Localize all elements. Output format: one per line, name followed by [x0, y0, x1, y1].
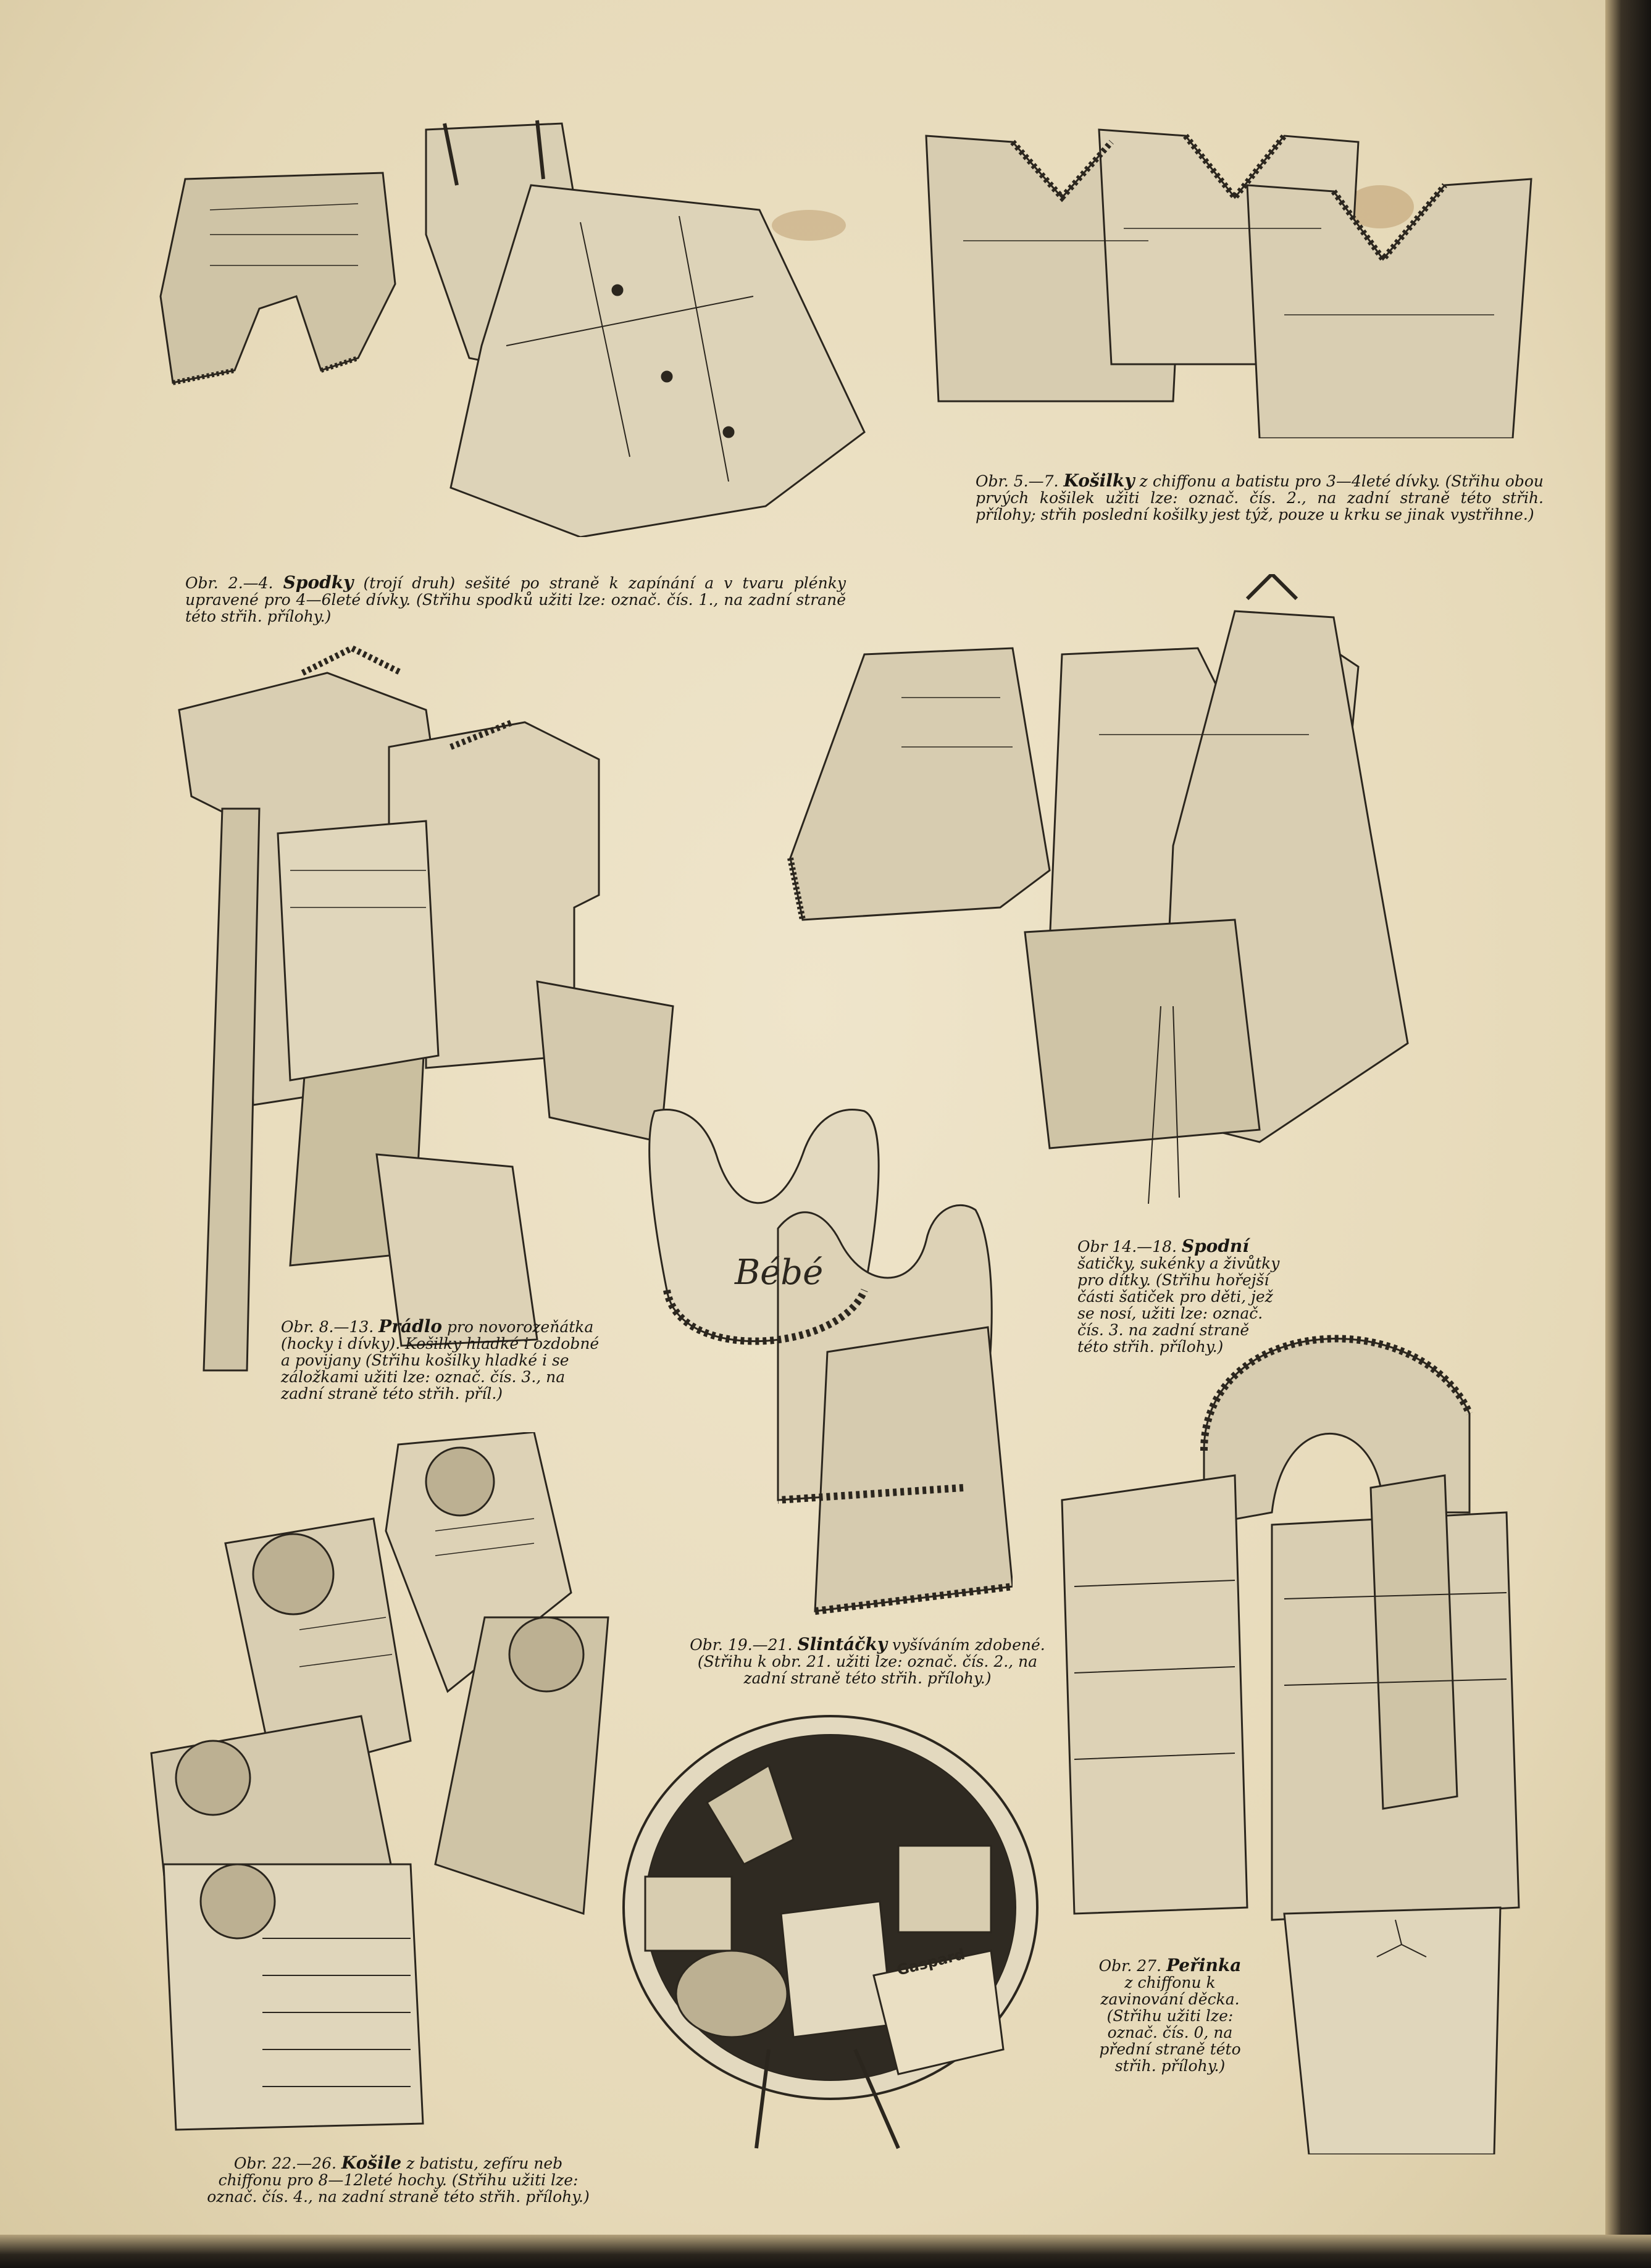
figure-title: Peřinka [1166, 1955, 1242, 1975]
figure-number: Obr. 5.—7. [976, 472, 1059, 490]
caption-fig-22-26 [204, 2154, 593, 2205]
figure-title: Košilky [1063, 470, 1135, 491]
caption-fig-2-4 [185, 574, 846, 625]
illustration-boys-shirts [139, 1432, 633, 2136]
illustration-bibs [642, 1105, 1013, 1617]
page-edge-bottom [0, 2235, 1651, 2268]
caption-fig-19-21 [688, 1636, 1047, 1686]
figure-title: Spodky [283, 572, 354, 593]
caption-fig-27 [1093, 1957, 1247, 2074]
figure-description: pro novorozeňátka (hocky i dívky). Košilky hladké i ozdobné a povijany (Střihu košilky hladké i se záložkami užiti lze: označ. čís. 3., na zadní straně této střih. příl.) [281, 1318, 600, 1403]
figure-title: Košile [341, 2153, 402, 2173]
figure-number: Obr. 8.—13. [281, 1318, 374, 1336]
figure-number: Obr. 22.—26. [233, 2154, 336, 2172]
figure-number: Obr. 2.—4. [185, 574, 274, 592]
poster-label: Gaspard [895, 1945, 967, 1979]
figure-number: Obr. 19.—21. [690, 1636, 793, 1654]
figure-description: (trojí druh) sešité po straně k zapínání a v tvaru plénky upravené pro 4—6leté dívky. (Střihu spodků užiti lze: označ. čís. 1., na zadní straně této střih. přílohy.) [185, 574, 846, 625]
figure-number: Obr 14.—18. [1077, 1238, 1177, 1256]
illustration-underpants [136, 111, 871, 537]
caption-fig-8-13 [281, 1318, 608, 1402]
figure-description: z chiffonu k zavinování děcka. (Střihu užiti lze: označ. čís. 0, na přední straně této střih. přílohy.) [1099, 1974, 1241, 2075]
figure-description: z chiffonu a batistu pro 3—4leté dívky. (Střihu obou prvých košilek užiti lze: označ. čís. 2., na zadní straně této střih. přílohy; střih poslední košilky jest týž, pouze u krku se jinak vystřihne.) [976, 472, 1544, 523]
figure-title: Slintáčky [797, 1634, 888, 1654]
figure-number: Obr. 27. [1098, 1957, 1161, 1975]
page-edge-right [1605, 0, 1651, 2268]
figure-description: z batistu, zefíru neb chiffonu pro 8—12leté hochy. (Střihu užiti lze: označ. čís. 4., na zadní straně této střih. přílohy.) [207, 2154, 590, 2206]
illustration-chemises [914, 117, 1568, 438]
caption-fig-5-7 [976, 472, 1544, 523]
figure-title: Prádlo [378, 1316, 443, 1336]
figure-description: vyšíváním zdobené. (Střihu k obr. 21. užiti lze: označ. čís. 2., na zadní straně této střih. přílohy.) [697, 1636, 1045, 1687]
figure-title: Spodní [1181, 1236, 1249, 1256]
bib-monogram: Bébé [735, 1253, 824, 1293]
figure-description: šatičky, sukénky a živůtky pro dítky. (Střihu hořejší části šatiček pro děti, jež se nosí, užiti lze: označ. čís. 3. na zadní straně této střih. přílohy.) [1077, 1254, 1280, 1356]
illustration-decorative-plate [608, 1704, 1053, 2161]
illustration-newborn-linen [167, 636, 710, 1377]
